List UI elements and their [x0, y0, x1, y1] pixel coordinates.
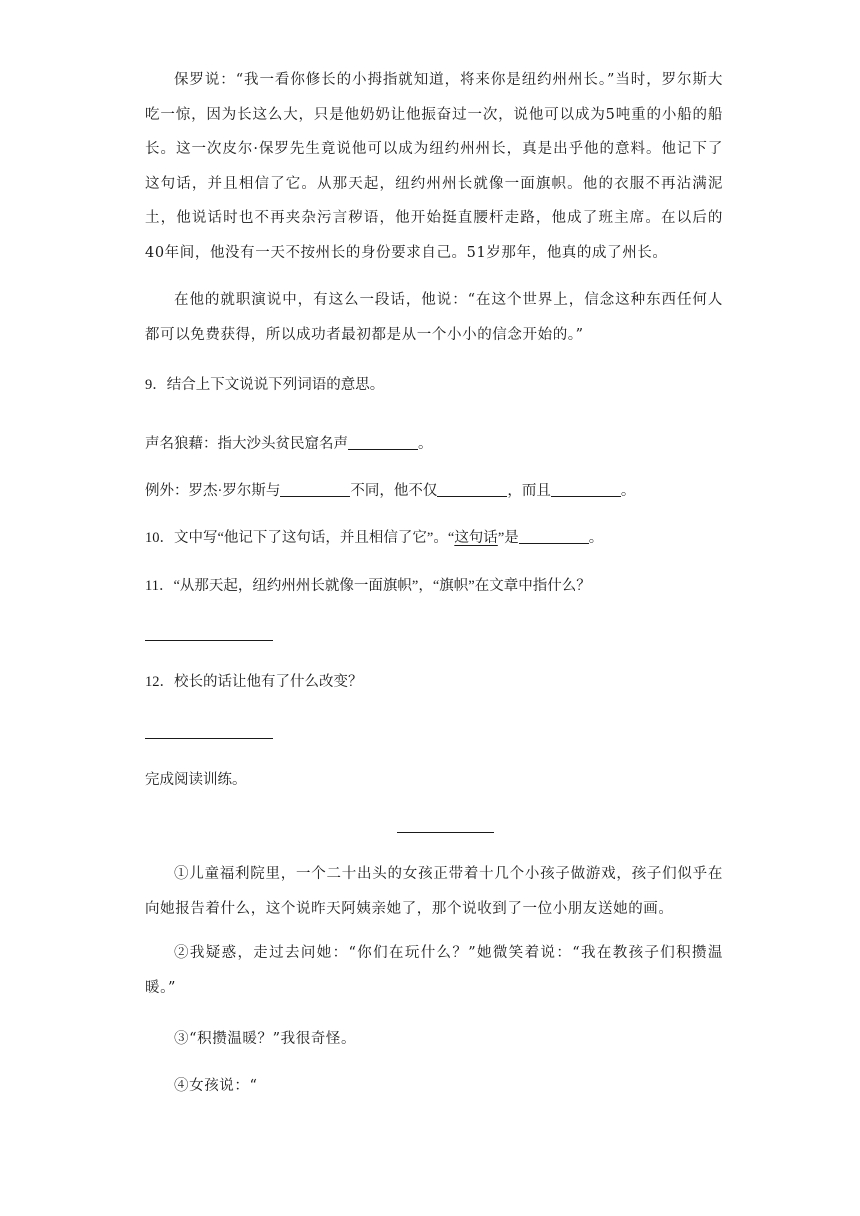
question-10-underlined: 这句话 — [454, 530, 498, 546]
passage-paragraph-2: 在他的就职演说中，有这么一段话，他说：“在这个世界上，信念这种东西任何人都可以免费获得，所以成功者最初都是从一个小小的信念开始的。” — [145, 292, 723, 343]
question-10-suffix: 。 — [588, 530, 604, 546]
question-9a-prefix: 声名狼藉：指大沙头贫民窟名声 — [145, 436, 348, 452]
answer-line-11[interactable] — [145, 640, 273, 641]
answer-blank[interactable] — [519, 529, 589, 544]
question-9a — [145, 433, 745, 455]
question-11: 11．“从那天起，纽约州州长就像一面旗帜”，“旗帜”在文章中指什么？ — [145, 578, 591, 594]
passage-paragraph-1: 保罗说：“我一看你修长的小拇指就知道，将来你是纽约州州长。”当时，罗尔斯大吃一惊，因为长这么大，只是他奶奶让他振奋过一次，说他可以成为5吨重的小船的船长。这一次皮尔·保罗先生竟说他可以成为纽约州州长，真是出乎他的意料。他记下了这句话，并且相信了它。从那天起，纽约州州长就像一面旗帜。他的衣服不再沾满泥土，他说话时也不再夹杂污言秽语，他开始挺直腰杆走路，他成了班主席。在以后的40年间，他没有一天不按州长的身份要求自己。51岁那年，他真的成了州长。 — [145, 72, 723, 261]
question-9b-prefix: 例外：罗杰·罗尔斯与 — [145, 483, 281, 499]
question-12: 12．校长的话让他有了什么改变？ — [145, 674, 363, 690]
question-9b-suffix: 。 — [620, 483, 636, 499]
answer-blank[interactable] — [437, 482, 507, 497]
title-blank-line — [397, 832, 494, 833]
section-paragraph-3: ③“积攒温暖？”我很奇怪。 — [174, 1031, 357, 1047]
question-10-mid: ”是 — [497, 530, 519, 546]
section-intro: 完成阅读训练。 — [145, 772, 247, 788]
answer-blank[interactable] — [280, 482, 350, 497]
question-10 — [145, 527, 745, 549]
question-9b-mid1: 不同，他不仅 — [350, 483, 438, 499]
section-paragraph-2: ②我疑惑，走过去问她：“你们在玩什么？”她微笑着说：“我在教孩子们积攒温暖。” — [145, 945, 723, 996]
question-9: 9．结合上下文说说下列词语的意思。 — [145, 377, 385, 393]
section-paragraph-1: ①儿童福利院里，一个二十出头的女孩正带着十几个小孩子做游戏，孩子们似乎在向她报告着什么，这个说昨天阿姨亲她了，那个说收到了一位小朋友送她的画。 — [145, 866, 723, 917]
answer-line-12[interactable] — [145, 738, 273, 739]
answer-blank[interactable] — [551, 482, 621, 497]
question-9a-suffix: 。 — [418, 436, 433, 452]
question-9b — [145, 480, 745, 502]
question-10-prefix: 10．文中写“他记下了这句话，并且相信了它”。“ — [145, 530, 455, 546]
section-paragraph-4: ④女孩说：“ — [174, 1078, 258, 1094]
answer-blank[interactable] — [348, 435, 418, 450]
question-9b-mid2: ，而且 — [507, 483, 551, 499]
